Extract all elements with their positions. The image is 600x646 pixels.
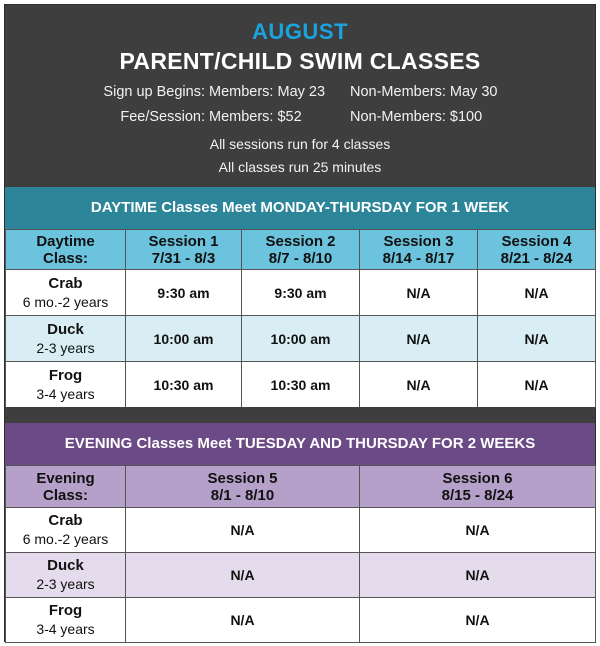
signup-nonmembers: Non-Members: May 30 [350, 84, 498, 100]
session-1-header: Session 1 7/31 - 8/3 [126, 230, 242, 270]
fee-members: Members: $52 [209, 109, 302, 125]
time-cell: 10:30 am [242, 362, 360, 408]
minutes-note: All classes run 25 minutes [218, 159, 382, 175]
time-cell: 9:30 am [242, 270, 360, 316]
class-name-cell: Duck 2-3 years [6, 553, 126, 598]
fee-nonmembers: Non-Members: $100 [350, 109, 483, 125]
daytime-banner: DAYTIME Classes Meet MONDAY-THURSDAY FOR 1 WEEK [5, 187, 595, 229]
time-cell: N/A [360, 508, 596, 553]
table-row [6, 508, 596, 553]
session-6-header: Session 6 8/15 - 8/24 [360, 466, 596, 508]
daytime-class-header: Daytime Class: [6, 230, 126, 270]
table-row [6, 270, 596, 316]
table-row [6, 553, 596, 598]
table-row [6, 598, 596, 643]
evening-table [5, 465, 596, 643]
time-cell: N/A [126, 553, 360, 598]
class-name-cell: Crab 6 mo.-2 years [6, 508, 126, 553]
time-cell: N/A [360, 598, 596, 643]
class-name-cell: Crab 6 mo.-2 years [6, 270, 126, 316]
month-heading: AUGUST [252, 19, 348, 44]
time-cell: N/A [478, 316, 596, 362]
time-cell: 10:00 am [242, 316, 360, 362]
daytime-header-row [6, 230, 596, 270]
class-name-cell: Duck 2-3 years [6, 316, 126, 362]
page-title: PARENT/CHILD SWIM CLASSES [119, 48, 481, 74]
time-cell: 10:30 am [126, 362, 242, 408]
evening-class-header: Evening Class: [6, 466, 126, 508]
signup-members: Members: May 23 [209, 84, 326, 100]
time-cell: N/A [360, 362, 478, 408]
time-cell: N/A [360, 316, 478, 362]
daytime-table [5, 229, 596, 408]
class-name-cell: Frog 3-4 years [6, 598, 126, 643]
time-cell: N/A [478, 362, 596, 408]
evening-banner: EVENING Classes Meet TUESDAY AND THURSDAY FOR 2 WEEKS [5, 423, 595, 465]
sessions-note: All sessions run for 4 classes [209, 136, 391, 152]
class-name-cell: Frog 3-4 years [6, 362, 126, 408]
session-3-header: Session 3 8/14 - 8/17 [360, 230, 478, 270]
time-cell: N/A [126, 508, 360, 553]
time-cell: N/A [126, 598, 360, 643]
session-2-header: Session 2 8/7 - 8/10 [242, 230, 360, 270]
schedule-flyer [4, 4, 596, 642]
time-cell: 9:30 am [126, 270, 242, 316]
time-cell: N/A [360, 553, 596, 598]
time-cell: N/A [360, 270, 478, 316]
time-cell: N/A [478, 270, 596, 316]
session-5-header: Session 5 8/1 - 8/10 [126, 466, 360, 508]
section-divider [5, 407, 595, 423]
flyer-header [5, 5, 595, 187]
signup-label: Sign up Begins: [103, 84, 205, 100]
time-cell: 10:00 am [126, 316, 242, 362]
evening-header-row [6, 466, 596, 508]
session-4-header: Session 4 8/21 - 8/24 [478, 230, 596, 270]
table-row [6, 316, 596, 362]
table-row [6, 362, 596, 408]
fee-label: Fee/Session: [120, 109, 205, 125]
